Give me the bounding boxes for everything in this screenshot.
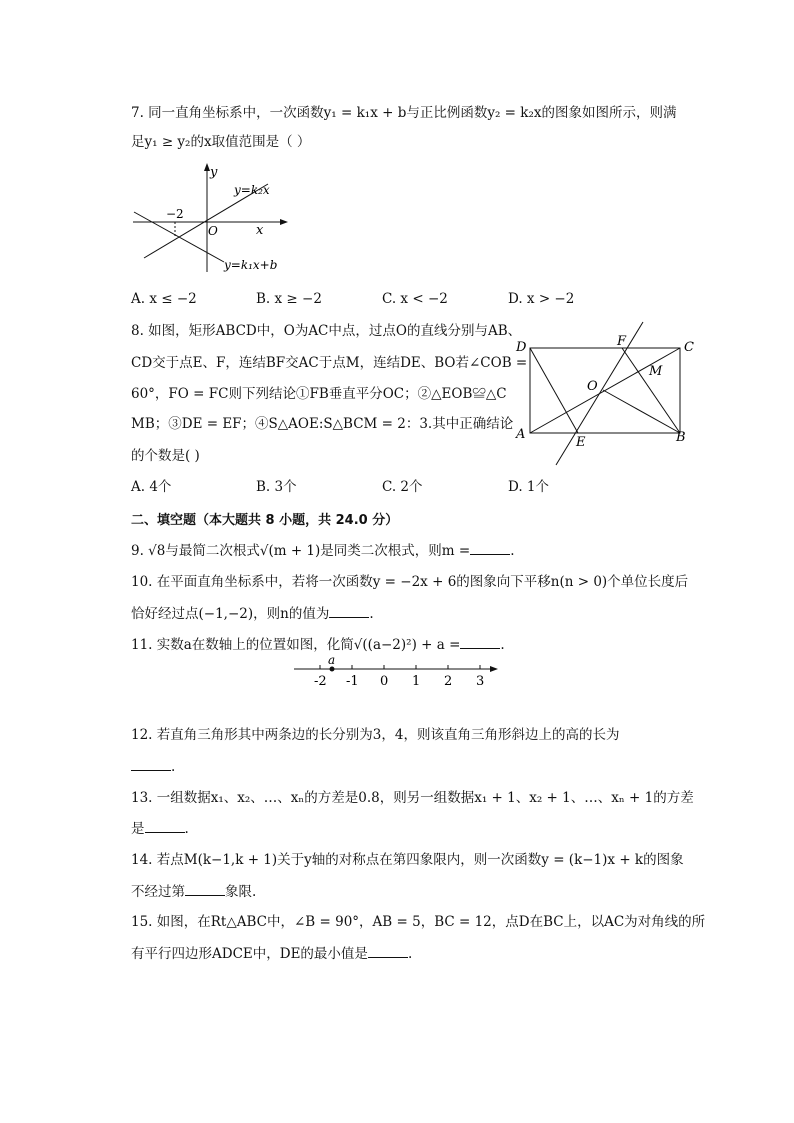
tick-label: 3 (476, 674, 485, 688)
q9-text-pre: 9. √8与最简二次根式√(m + 1)是同类二次根式，则m = (131, 543, 471, 559)
q7-tick-label: −2 (166, 207, 184, 221)
q7-option-a: A. x ≤ −2 (131, 291, 197, 307)
tick-label: -1 (346, 674, 359, 688)
q14-text-line1: 14. 若点M(k−1,k + 1)关于y轴的对称点在第四象限内，则一次函数y = (k−1)x + k的图象 (131, 852, 684, 868)
q9-text-post: . (510, 543, 515, 559)
q7-line2-label: y=k₂x (234, 183, 270, 197)
q15-text-post: . (407, 946, 413, 962)
q7-text-line2: 足y₁ ≥ y₂的x取值范围是（ ） (131, 134, 311, 150)
q8-text-line1: 8. 如图，矩形ABCD中，O为AC中点，过点O的直线分别与AB、 (131, 323, 522, 339)
q8-label-M: M (649, 364, 663, 379)
q7-option-c: C. x < −2 (382, 291, 448, 307)
q10-text-pre: 恰好经过点(−1,−2)，则n的值为 (131, 606, 330, 622)
q12-text-line2 (131, 756, 175, 777)
q8-label-A: A (516, 427, 526, 442)
q7-graph (128, 162, 298, 274)
q15-text-pre: 有平行四边形ADCE中，DE的最小值是 (131, 946, 368, 962)
q13-text-line2 (131, 818, 189, 839)
q12-text-post: . (171, 759, 176, 775)
q13-text-pre: 是 (131, 821, 145, 837)
q8-text-line3: 60°，FO = FC则下列结论①FB垂直平分OC；②△EOB≌△C (131, 386, 507, 402)
tick-label: 0 (380, 674, 389, 688)
q8-option-c: C. 2个 (382, 479, 423, 495)
q11-text (131, 634, 505, 655)
q13-answer-blank[interactable] (145, 818, 185, 833)
q7-line1-label: y=k₁x+b (224, 258, 278, 272)
q10-text-line2 (131, 603, 374, 624)
q10-text-line1: 10. 在平面直角坐标系中，若将一次函数y = −2x + 6的图象向下平移n(n > 0)个单位长度后 (131, 574, 689, 590)
q8-text-line4: MB；③DE = EF；④S△AOE:S△BCM = 2：3.其中正确结论 (131, 416, 514, 432)
q11-number-line (292, 654, 502, 688)
q15-text-line1: 15. 如图，在Rt△ABC中，∠B = 90°，AB = 5，BC = 12，点D在BC上，以AC为对角线的所 (131, 914, 706, 930)
q12-answer-blank[interactable] (131, 756, 171, 771)
q8-label-O: O (587, 379, 598, 394)
tick-label: -2 (314, 674, 327, 688)
section-heading-fill-in: 二、填空题（本大题共 8 小题，共 24.0 分） (131, 513, 399, 528)
q14-text-line2 (131, 881, 256, 902)
q13-text-post: . (184, 821, 189, 837)
q15-answer-blank[interactable] (368, 943, 408, 958)
q8-text-line2: CD交于点E、F，连结BF交AC于点M，连结DE、BO若∠COB = (131, 355, 528, 371)
q7-y-axis-label: y (210, 165, 218, 180)
q12-text-line1: 12. 若直角三角形其中两条边的长分别为3，4，则该直角三角形斜边上的高的长为 (131, 727, 620, 743)
q14-text-post: 象限. (225, 884, 257, 900)
q8-label-B: B (676, 430, 686, 445)
q14-answer-blank[interactable] (185, 881, 225, 896)
q15-text-line2 (131, 943, 412, 964)
q11-text-pre: 11. 实数a在数轴上的位置如图，化简√((a−2)²) + a = (131, 637, 461, 653)
q8-option-a: A. 4个 (131, 479, 172, 495)
point-a (330, 667, 335, 672)
q8-label-F: F (617, 334, 627, 349)
q8-option-d: D. 1个 (508, 479, 550, 495)
q14-text-pre: 不经过第 (131, 884, 185, 900)
q8-option-b: B. 3个 (256, 479, 297, 495)
q10-text-post: . (369, 606, 374, 622)
tick-label: 1 (412, 674, 421, 688)
q9-text (131, 540, 514, 561)
q7-text-line1: 7. 同一直角坐标系中，一次函数y₁ = k₁x + b与正比例函数y₂ = k₂x的图象如图所示，则满 (131, 105, 677, 121)
q8-figure (510, 318, 710, 468)
q8-label-D: D (516, 340, 527, 355)
q7-x-axis-label: x (256, 223, 264, 238)
q11-answer-blank[interactable] (460, 634, 500, 649)
q8-label-C: C (684, 340, 694, 355)
q7-origin-label: O (208, 224, 218, 238)
q10-answer-blank[interactable] (329, 603, 369, 618)
q8-text-line5: 的个数是( ) (131, 448, 200, 464)
q7-option-b: B. x ≥ −2 (256, 291, 322, 307)
tick-label: 2 (444, 674, 453, 688)
q9-answer-blank[interactable] (470, 540, 510, 555)
q13-text-line1: 13. 一组数据x₁、x₂、…、xₙ的方差是0.8，则另一组数据x₁ + 1、x₂ + 1、…、xₙ + 1的方差 (131, 790, 694, 806)
point-a-label: a (328, 654, 336, 667)
q7-option-d: D. x > −2 (508, 291, 575, 307)
q11-text-post: . (500, 637, 505, 653)
q8-label-E: E (576, 435, 586, 450)
